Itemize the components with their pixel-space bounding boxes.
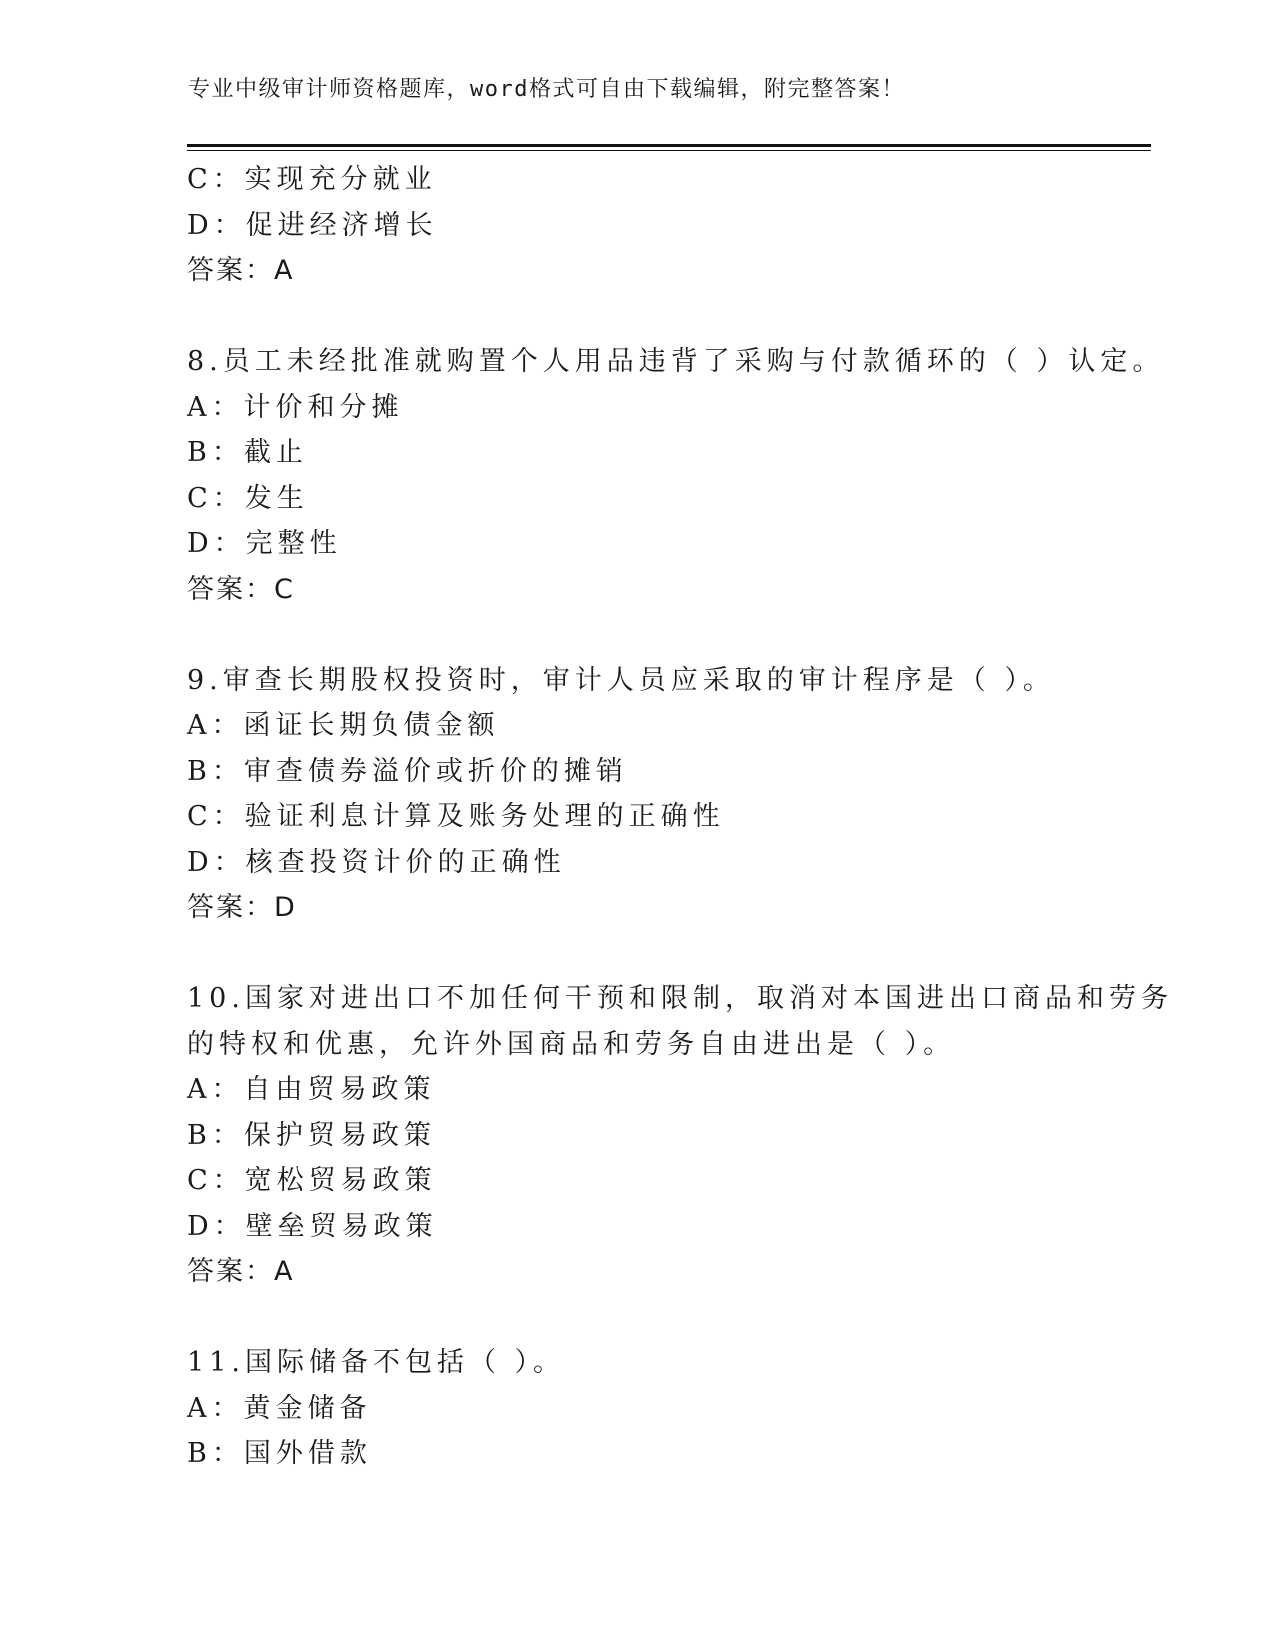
option-b: B：保护贸易政策	[187, 1119, 436, 1151]
option-a: A：函证长期负债金额	[187, 710, 500, 741]
option-a: A：黄金储备	[187, 1392, 372, 1424]
question-block	[187, 339, 1165, 612]
question-block	[187, 157, 1087, 294]
question-stem: 9.审查长期股权投资时，审计人员应采取的审计程序是（ ）。	[187, 664, 1055, 696]
block-spacer	[187, 931, 1087, 977]
option-c: C：发生	[187, 482, 309, 514]
option-d: D：促进经济增长	[187, 209, 438, 241]
answer-line: 答案：C	[187, 573, 295, 605]
question-content	[187, 157, 1173, 1477]
option-d: D：完整性	[187, 528, 342, 559]
option-d: D：核查投资计价的正确性	[187, 846, 566, 878]
option-b: B：国外借款	[187, 1438, 372, 1469]
answer-line: 答案：A	[187, 255, 295, 286]
option-d: D：壁垒贸易政策	[187, 1210, 438, 1242]
option-a: A：自由贸易政策	[187, 1074, 436, 1105]
question-block	[187, 658, 1087, 931]
question-stem: 10.国家对进出口不加任何干预和限制，取消对本国进出口商品和劳务	[187, 983, 1173, 1014]
option-b: B：审查债券溢价或折价的摊销	[187, 755, 628, 787]
page-header: 专业中级审计师资格题库，word格式可自由下载编辑，附完整答案！	[188, 77, 905, 102]
question-stem-continued: 的特权和优惠，允许外国商品和劳务自由进出是（ ）。	[187, 1028, 956, 1060]
answer-line: 答案：D	[187, 892, 297, 923]
answer-line: 答案：A	[187, 1256, 295, 1287]
header-rule-thin	[187, 150, 1151, 151]
option-a: A：计价和分摊	[187, 391, 404, 423]
block-spacer	[187, 1295, 1087, 1341]
header-rule-thick	[187, 144, 1151, 147]
option-c: C：实现充分就业	[187, 164, 437, 195]
option-c: C：宽松贸易政策	[187, 1165, 437, 1196]
question-stem: 8.员工未经批准就购置个人用品违背了采购与付款循环的（ ）认定。	[187, 346, 1165, 377]
block-spacer	[187, 612, 1087, 658]
option-c: C：验证利息计算及账务处理的正确性	[187, 801, 725, 832]
question-stem: 11.国际储备不包括（ ）。	[187, 1347, 566, 1378]
option-b: B：截止	[187, 437, 308, 468]
block-spacer	[187, 294, 1087, 340]
question-block	[187, 1340, 1087, 1477]
question-block	[187, 976, 1173, 1295]
